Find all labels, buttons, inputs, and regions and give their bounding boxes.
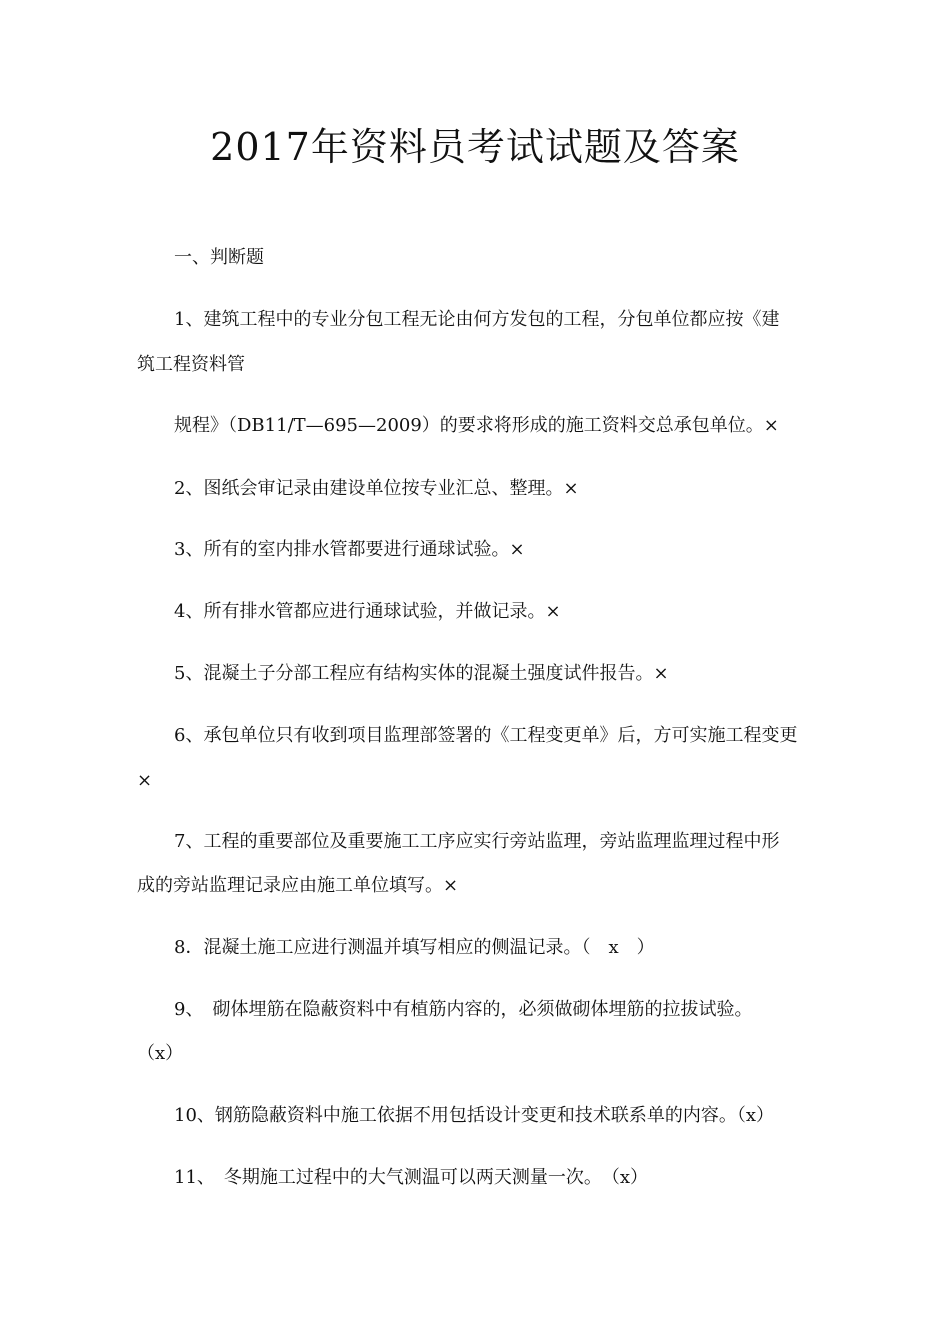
question-9-line-1: 9、 砌体埋筋在隐蔽资料中有植筋内容的，必须做砌体埋筋的拉拔试验。 [174, 999, 753, 1020]
question-1-line-3: 规程》（DB11/T—695—2009）的要求将形成的施工资料交总承包单位。× [174, 415, 779, 436]
question-6-line-2: × [137, 770, 153, 791]
question-8: 8．混凝土施工应进行测温并填写相应的侧温记录。（ x ） [174, 937, 655, 958]
question-11: 11、 冬期施工过程中的大气测温可以两天测量一次。 （x） [174, 1167, 649, 1188]
question-7-line-1: 7、工程的重要部位及重要施工工序应实行旁站监理，旁站监理监理过程中形 [174, 831, 780, 852]
document-title: 2017年资料员考试试题及答案 [210, 125, 740, 169]
question-10: 10、钢筋隐蔽资料中施工依据不用包括设计变更和技术联系单的内容。（x） [174, 1105, 775, 1126]
section-heading: 一、判断题 [174, 247, 264, 268]
question-6-line-1: 6、承包单位只有收到项目监理部签署的《工程变更单》后，方可实施工程变更 [174, 725, 798, 746]
question-7-line-2: 成的旁站监理记录应由施工单位填写。× [137, 875, 459, 896]
question-2: 2、图纸会审记录由建设单位按专业汇总、整理。× [174, 478, 579, 499]
question-5: 5、混凝土子分部工程应有结构实体的混凝土强度试件报告。× [174, 663, 669, 684]
question-9-line-2: （x） [137, 1043, 184, 1064]
question-1-line-2: 筑工程资料管 [137, 354, 245, 375]
question-4: 4、所有排水管都应进行通球试验，并做记录。× [174, 601, 561, 622]
question-1-line-1: 1、建筑工程中的专业分包工程无论由何方发包的工程，分包单位都应按《建 [174, 309, 780, 330]
question-3: 3、所有的室内排水管都要进行通球试验。× [174, 539, 525, 560]
